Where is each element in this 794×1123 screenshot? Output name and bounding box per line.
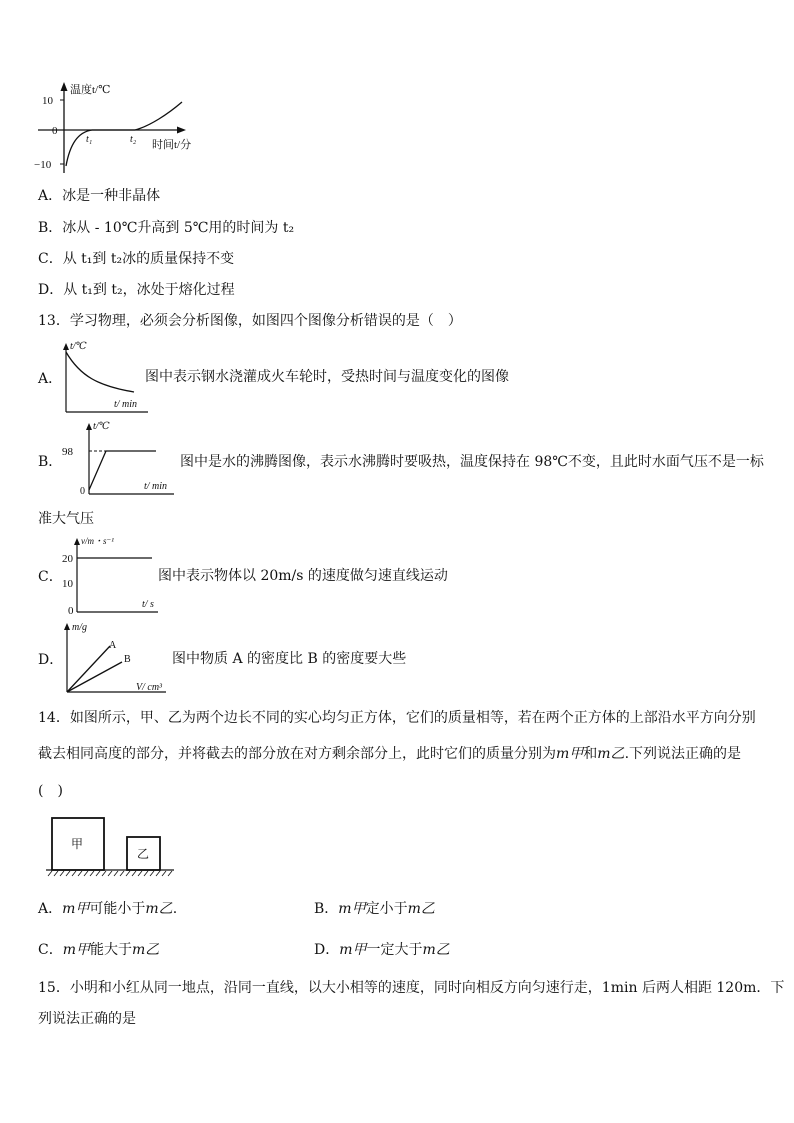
q13-option-c-text: 图中表示物体以 20m/s 的速度做匀速直线运动 — [158, 568, 448, 584]
q14-cube-yi-label: 乙 — [137, 847, 150, 861]
q14-a-m2: m乙 — [145, 901, 173, 917]
q12-x-tick-t2: t₂ — [130, 134, 137, 145]
q14-d-m2: m乙 — [422, 942, 450, 958]
q13-b-boiling-graph — [56, 420, 181, 496]
q13-a-x-label: t/ min — [114, 399, 138, 410]
q14-b-m1: m甲 — [338, 901, 366, 917]
q13-a-cooling-graph — [56, 340, 156, 416]
q14-stem-line2 — [38, 745, 741, 763]
q13-option-d-letter: D． — [38, 652, 64, 668]
q12-y-tick-minus10: −10 — [34, 159, 52, 171]
q12-y-tick-0: 0 — [52, 125, 58, 137]
q13-stem: 13．学习物理，必须会分析图像，如图四个图像分析错误的是（ ） — [38, 313, 462, 329]
q12-x-axis-label: 时间t/分 — [152, 139, 192, 151]
q13-d-line-a-label: A — [109, 640, 117, 651]
q14-a-m1: m甲 — [62, 901, 90, 917]
q14-b-m2: m乙 — [407, 901, 435, 917]
q13-option-d-text: 图中物质 A 的密度比 B 的密度要大些 — [172, 651, 407, 667]
q14-d-m1: m甲 — [339, 942, 367, 958]
q14-m1-symbol: m甲 — [556, 746, 584, 762]
q13-option-b-text: 图中是水的沸腾图像，表示水沸腾时要吸热，温度保持在 98℃不变，且此时水面气压不是一标 — [180, 454, 764, 470]
q13-c-y-tick-20: 20 — [62, 553, 73, 565]
q13-option-c-letter: C． — [38, 569, 63, 585]
q13-c-y-tick-0: 0 — [68, 605, 74, 617]
q14-and: 和 — [583, 746, 598, 762]
q12-x-tick-t1: t₁ — [86, 134, 93, 145]
q12-option-c: C．从 t₁到 t₂冰的质量保持不变 — [38, 251, 235, 267]
q13-d-x-label: V/ cm³ — [136, 682, 163, 693]
q13-c-velocity-graph — [60, 536, 165, 616]
q14-option-b: B．m甲定小于m乙 — [314, 901, 435, 917]
q14-option-d: D．m甲一定大于m乙 — [314, 942, 450, 958]
q13-c-x-label: t/ s — [142, 599, 154, 610]
q13-b-x-label: t/ min — [144, 481, 168, 492]
q13-b-y-tick-98: 98 — [62, 446, 73, 458]
q13-b-y-label: t/℃ — [93, 421, 110, 432]
q14-cube-jia-label: 甲 — [71, 837, 84, 851]
q12-option-a: A．冰是一种非晶体 — [38, 188, 161, 204]
q15-stem-line1: 15．小明和小红从同一地点，沿同一直线，以大小相等的速度，同时向相反方向匀速行走，1min 后两人相距 120m．下 — [38, 980, 785, 996]
q14-cubes-figure — [44, 815, 179, 879]
q14-stem-tail: .下列说法正确的是 — [624, 746, 742, 762]
q13-option-b-text-continued: 准大气压 — [38, 511, 94, 527]
q13-d-mass-volume-graph — [58, 620, 173, 696]
q13-d-y-label: m/g — [72, 622, 87, 633]
q13-c-y-tick-10: 10 — [62, 578, 73, 590]
q12-y-axis-label: 温度t/℃ — [70, 84, 111, 96]
q14-c-m1: m甲 — [62, 942, 90, 958]
q14-option-a: A．m甲可能小于m乙. — [38, 901, 178, 917]
q13-option-b-letter: B． — [38, 454, 63, 470]
q14-option-c: C．m甲能大于m乙 — [38, 942, 160, 958]
q14-stem-line2-text: 截去相同高度的部分，并将截去的部分放在对方剩余部分上，此时它们的质量分别为 — [38, 746, 556, 762]
q13-option-a-text: 图中表示钢水浇灌成火车轮时，受热时间与温度变化的图像 — [145, 369, 509, 385]
q13-c-y-label: v/m・s⁻¹ — [81, 536, 114, 546]
q13-option-a-letter: A． — [38, 371, 63, 387]
q14-stem-line1: 14．如图所示，甲、乙为两个边长不同的实心均匀正方体，它们的质量相等，若在两个正方体的上部沿水平方向分别 — [38, 710, 756, 726]
q12-temperature-time-graph — [30, 78, 200, 176]
q14-m2-symbol: m乙 — [597, 746, 625, 762]
q14-answer-paren: ( ) — [38, 783, 63, 799]
q13-d-line-b-label: B — [124, 654, 131, 665]
q13-b-y-tick-0: 0 — [80, 486, 85, 497]
q15-stem-line2: 列说法正确的是 — [38, 1011, 136, 1027]
q12-option-b: B．冰从 - 10℃升高到 5℃用的时间为 t₂ — [38, 220, 295, 236]
q13-a-y-label: t/℃ — [70, 341, 87, 352]
q12-y-tick-10: 10 — [42, 95, 53, 107]
q12-option-d: D．从 t₁到 t₂，冰处于熔化过程 — [38, 282, 235, 298]
q14-c-m2: m乙 — [132, 942, 160, 958]
